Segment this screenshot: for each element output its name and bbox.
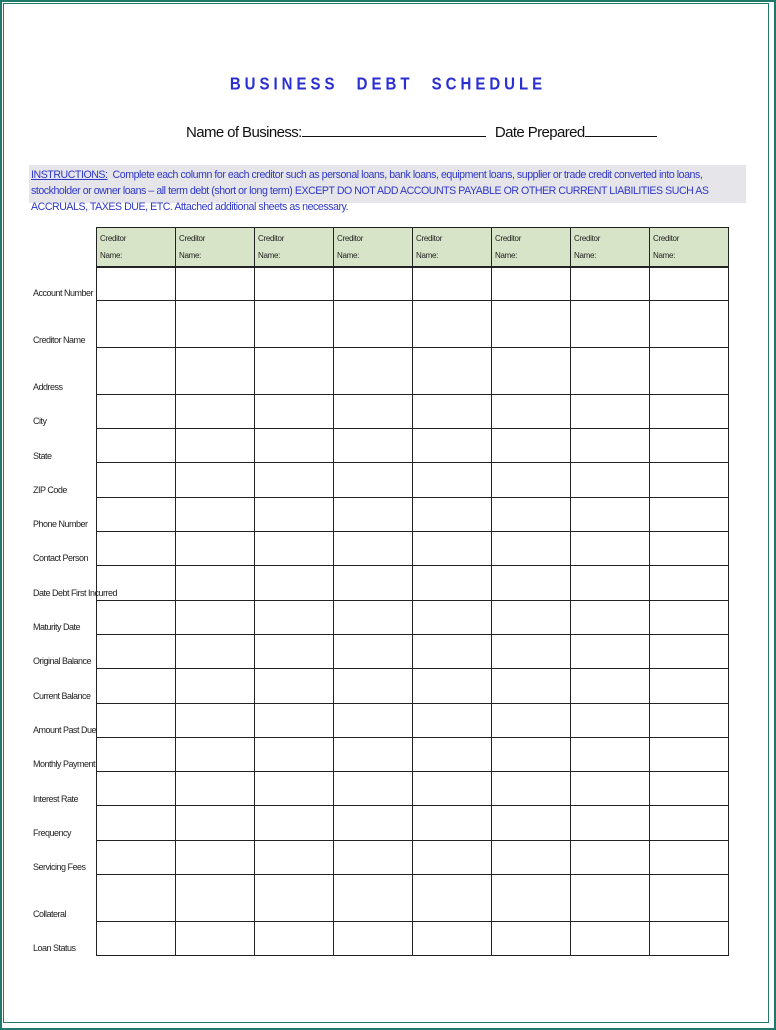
entry-cell[interactable] xyxy=(334,600,413,634)
entry-cell[interactable] xyxy=(255,600,334,634)
entry-cell[interactable] xyxy=(255,532,334,566)
table-row xyxy=(97,394,729,428)
entry-cell[interactable] xyxy=(334,875,413,922)
entry-cell[interactable] xyxy=(571,348,650,395)
entry-cell[interactable] xyxy=(571,875,650,922)
row-label: Interest Rate xyxy=(33,793,79,804)
creditor-name-label: Name: xyxy=(100,251,123,260)
creditor-name-label: Name: xyxy=(495,251,518,260)
table-row xyxy=(97,703,729,737)
table-row xyxy=(97,840,729,874)
table-row xyxy=(97,737,729,771)
creditor-header-label: Creditor xyxy=(258,234,285,243)
entry-cell[interactable] xyxy=(492,669,571,703)
debt-schedule-table xyxy=(96,227,729,956)
creditor-name-label: Name: xyxy=(653,251,676,260)
entry-cell[interactable] xyxy=(176,634,255,668)
entry-cell[interactable] xyxy=(492,429,571,463)
entry-cell[interactable] xyxy=(413,532,492,566)
entry-cell[interactable] xyxy=(571,921,650,955)
instructions-text: Complete each column for each creditor such as personal loans, bank loans, equipment loans, supplier or trade credit converted into loans, stockholder or owner loans – all term debt (short or long term) EXCEPT DO NOT ADD ACCOUNTS PAYABLE OR OTHER CURRENT LIABILITIES SUCH AS ACCRUALS, TAXES DUE, ETC. Attached additional sheets as necessary. xyxy=(31,169,709,213)
entry-cell[interactable] xyxy=(492,566,571,600)
entry-cell[interactable] xyxy=(413,301,492,348)
creditor-name-label: Name: xyxy=(179,251,202,260)
entry-cell[interactable] xyxy=(413,875,492,922)
row-label: Date Debt First Incurred xyxy=(33,587,118,598)
entry-cell[interactable] xyxy=(571,566,650,600)
entry-cell[interactable] xyxy=(571,634,650,668)
entry-cell[interactable] xyxy=(413,497,492,531)
entry-cell[interactable] xyxy=(176,348,255,395)
entry-cell[interactable] xyxy=(413,429,492,463)
creditor-column-header[interactable] xyxy=(571,228,650,267)
entry-cell[interactable] xyxy=(650,532,729,566)
entry-cell[interactable] xyxy=(176,669,255,703)
entry-cell[interactable] xyxy=(650,703,729,737)
table-row xyxy=(97,669,729,703)
entry-cell[interactable] xyxy=(413,703,492,737)
entry-cell[interactable] xyxy=(492,600,571,634)
entry-cell[interactable] xyxy=(176,566,255,600)
entry-cell[interactable] xyxy=(97,921,176,955)
entry-cell[interactable] xyxy=(413,566,492,600)
creditor-name-label: Name: xyxy=(574,251,597,260)
entry-cell[interactable] xyxy=(650,267,729,301)
entry-cell[interactable] xyxy=(255,840,334,874)
entry-cell[interactable] xyxy=(492,840,571,874)
entry-cell[interactable] xyxy=(97,634,176,668)
row-label: Contact Person xyxy=(33,553,89,564)
entry-cell[interactable] xyxy=(492,267,571,301)
entry-cell[interactable] xyxy=(255,875,334,922)
entry-cell[interactable] xyxy=(334,267,413,301)
entry-cell[interactable] xyxy=(97,301,176,348)
entry-cell[interactable] xyxy=(571,840,650,874)
entry-cell[interactable] xyxy=(650,806,729,840)
entry-cell[interactable] xyxy=(650,921,729,955)
entry-cell[interactable] xyxy=(413,394,492,428)
entry-cell[interactable] xyxy=(650,600,729,634)
entry-cell[interactable] xyxy=(97,600,176,634)
entry-cell[interactable] xyxy=(97,429,176,463)
entry-cell[interactable] xyxy=(650,634,729,668)
table-row xyxy=(97,806,729,840)
entry-cell[interactable] xyxy=(492,348,571,395)
entry-cell[interactable] xyxy=(413,348,492,395)
entry-cell[interactable] xyxy=(650,737,729,771)
entry-cell[interactable] xyxy=(97,737,176,771)
entry-cell[interactable] xyxy=(334,669,413,703)
creditor-header-label: Creditor xyxy=(574,234,601,243)
entry-cell[interactable] xyxy=(176,703,255,737)
entry-cell[interactable] xyxy=(413,600,492,634)
entry-cell[interactable] xyxy=(255,348,334,395)
entry-cell[interactable] xyxy=(255,497,334,531)
entry-cell[interactable] xyxy=(176,394,255,428)
entry-cell[interactable] xyxy=(334,840,413,874)
creditor-name-label: Name: xyxy=(416,251,439,260)
entry-cell[interactable] xyxy=(492,532,571,566)
entry-cell[interactable] xyxy=(571,463,650,497)
table-row xyxy=(97,532,729,566)
entry-cell[interactable] xyxy=(334,737,413,771)
entry-cell[interactable] xyxy=(97,772,176,806)
entry-cell[interactable] xyxy=(176,429,255,463)
entry-cell[interactable] xyxy=(334,394,413,428)
entry-cell[interactable] xyxy=(492,394,571,428)
creditor-column-header[interactable] xyxy=(650,228,729,267)
entry-cell[interactable] xyxy=(650,463,729,497)
entry-cell[interactable] xyxy=(97,532,176,566)
row-label: Amount Past Due xyxy=(33,724,97,735)
entry-cell[interactable] xyxy=(176,532,255,566)
row-label: Account Number xyxy=(33,288,94,299)
entry-cell[interactable] xyxy=(413,669,492,703)
entry-cell[interactable] xyxy=(492,703,571,737)
row-label: Loan Status xyxy=(33,943,76,954)
entry-cell[interactable] xyxy=(571,267,650,301)
entry-cell[interactable] xyxy=(492,463,571,497)
entry-cell[interactable] xyxy=(97,806,176,840)
entry-cell[interactable] xyxy=(650,566,729,600)
instructions-box xyxy=(29,165,746,213)
entry-cell[interactable] xyxy=(571,737,650,771)
entry-cell[interactable] xyxy=(650,394,729,428)
column-header-row xyxy=(97,228,729,267)
entry-cell[interactable] xyxy=(650,497,729,531)
creditor-header-label: Creditor xyxy=(653,234,680,243)
table-row xyxy=(97,429,729,463)
entry-cell[interactable] xyxy=(255,806,334,840)
row-label: Collateral xyxy=(33,908,67,919)
entry-cell[interactable] xyxy=(176,875,255,922)
table-row xyxy=(97,267,729,301)
entry-cell[interactable] xyxy=(413,267,492,301)
table-row xyxy=(97,301,729,348)
table-row xyxy=(97,497,729,531)
table-row xyxy=(97,566,729,600)
row-label: Monthly Payment xyxy=(33,759,96,770)
row-label: Address xyxy=(33,381,63,392)
entry-cell[interactable] xyxy=(492,921,571,955)
entry-cell[interactable] xyxy=(413,772,492,806)
entry-cell[interactable] xyxy=(176,806,255,840)
entry-cell[interactable] xyxy=(650,875,729,922)
entry-cell[interactable] xyxy=(334,806,413,840)
entry-cell[interactable] xyxy=(255,634,334,668)
entry-cell[interactable] xyxy=(97,394,176,428)
creditor-column-header[interactable] xyxy=(176,228,255,267)
entry-cell[interactable] xyxy=(413,806,492,840)
table-row xyxy=(97,600,729,634)
row-label: Servicing Fees xyxy=(33,862,86,873)
entry-cell[interactable] xyxy=(255,463,334,497)
creditor-header-label: Creditor xyxy=(495,234,522,243)
entry-cell[interactable] xyxy=(650,840,729,874)
entry-cell[interactable] xyxy=(650,348,729,395)
entry-cell[interactable] xyxy=(492,301,571,348)
date-prepared-label: Date Prepared xyxy=(494,124,585,141)
table-row xyxy=(97,348,729,395)
entry-cell[interactable] xyxy=(334,301,413,348)
row-label: ZIP Code xyxy=(33,484,67,495)
entry-cell[interactable] xyxy=(97,497,176,531)
entry-cell[interactable] xyxy=(413,921,492,955)
entry-cell[interactable] xyxy=(571,703,650,737)
entry-cell[interactable] xyxy=(492,875,571,922)
entry-cell[interactable] xyxy=(97,875,176,922)
entry-cell[interactable] xyxy=(97,348,176,395)
business-name-label: Name of Business: xyxy=(186,124,302,141)
row-label: State xyxy=(33,450,52,461)
row-label: Original Balance xyxy=(33,656,92,667)
entry-cell[interactable] xyxy=(255,566,334,600)
entry-cell[interactable] xyxy=(176,600,255,634)
entry-cell[interactable] xyxy=(571,600,650,634)
entry-cell[interactable] xyxy=(97,267,176,301)
entry-cell[interactable] xyxy=(176,921,255,955)
entry-cell[interactable] xyxy=(255,267,334,301)
entry-cell[interactable] xyxy=(255,772,334,806)
entry-cell[interactable] xyxy=(571,532,650,566)
table-body xyxy=(97,267,729,956)
entry-cell[interactable] xyxy=(492,806,571,840)
creditor-column-header[interactable] xyxy=(492,228,571,267)
entry-cell[interactable] xyxy=(492,634,571,668)
creditor-column-header[interactable] xyxy=(334,228,413,267)
creditor-column-header[interactable] xyxy=(97,228,176,267)
row-label: Current Balance xyxy=(33,690,91,701)
row-label: Creditor Name xyxy=(33,335,86,346)
entry-cell[interactable] xyxy=(255,394,334,428)
creditor-name-label: Name: xyxy=(337,251,360,260)
entry-cell[interactable] xyxy=(571,394,650,428)
entry-cell[interactable] xyxy=(255,429,334,463)
business-name-field[interactable] xyxy=(302,122,486,137)
creditor-column-header[interactable] xyxy=(255,228,334,267)
entry-cell[interactable] xyxy=(650,429,729,463)
entry-cell[interactable] xyxy=(413,463,492,497)
entry-cell[interactable] xyxy=(176,301,255,348)
entry-cell[interactable] xyxy=(255,669,334,703)
entry-cell[interactable] xyxy=(492,737,571,771)
entry-cell[interactable] xyxy=(176,840,255,874)
date-prepared-field[interactable] xyxy=(585,122,657,137)
entry-cell[interactable] xyxy=(97,840,176,874)
entry-cell[interactable] xyxy=(413,737,492,771)
entry-cell[interactable] xyxy=(413,840,492,874)
table-row xyxy=(97,772,729,806)
entry-cell[interactable] xyxy=(571,497,650,531)
entry-cell[interactable] xyxy=(334,429,413,463)
table-row xyxy=(97,875,729,922)
entry-cell[interactable] xyxy=(97,463,176,497)
creditor-header-label: Creditor xyxy=(100,234,127,243)
entry-cell[interactable] xyxy=(255,703,334,737)
entry-cell[interactable] xyxy=(176,772,255,806)
entry-cell[interactable] xyxy=(255,737,334,771)
entry-cell[interactable] xyxy=(334,634,413,668)
entry-cell[interactable] xyxy=(334,348,413,395)
entry-cell[interactable] xyxy=(176,267,255,301)
entry-cell[interactable] xyxy=(97,669,176,703)
entry-cell[interactable] xyxy=(571,806,650,840)
header-fields xyxy=(186,122,657,141)
creditor-name-label: Name: xyxy=(258,251,281,260)
entry-cell[interactable] xyxy=(334,703,413,737)
entry-cell[interactable] xyxy=(571,669,650,703)
entry-cell[interactable] xyxy=(176,497,255,531)
entry-cell[interactable] xyxy=(413,634,492,668)
entry-cell[interactable] xyxy=(334,463,413,497)
instructions-lead: INSTRUCTIONS: xyxy=(31,169,108,181)
entry-cell[interactable] xyxy=(571,772,650,806)
entry-cell[interactable] xyxy=(650,772,729,806)
table-row xyxy=(97,921,729,955)
entry-cell[interactable] xyxy=(492,772,571,806)
entry-cell[interactable] xyxy=(334,532,413,566)
row-label: Maturity Date xyxy=(33,622,81,632)
entry-cell[interactable] xyxy=(334,921,413,955)
entry-cell[interactable] xyxy=(492,497,571,531)
entry-cell[interactable] xyxy=(650,669,729,703)
entry-cell[interactable] xyxy=(334,497,413,531)
creditor-header-label: Creditor xyxy=(337,234,364,243)
table-row xyxy=(97,463,729,497)
entry-cell[interactable] xyxy=(571,301,650,348)
row-label: Phone Number xyxy=(33,519,88,530)
creditor-column-header[interactable] xyxy=(413,228,492,267)
document-title: BUSINESS DEBT SCHEDULE xyxy=(229,74,547,95)
entry-cell[interactable] xyxy=(255,301,334,348)
entry-cell[interactable] xyxy=(334,566,413,600)
entry-cell[interactable] xyxy=(571,429,650,463)
entry-cell[interactable] xyxy=(176,737,255,771)
row-label: Frequency xyxy=(33,827,72,838)
entry-cell[interactable] xyxy=(334,772,413,806)
creditor-header-label: Creditor xyxy=(416,234,443,243)
entry-cell[interactable] xyxy=(650,301,729,348)
creditor-header-label: Creditor xyxy=(179,234,206,243)
entry-cell[interactable] xyxy=(255,921,334,955)
entry-cell[interactable] xyxy=(97,703,176,737)
table-row xyxy=(97,634,729,668)
row-label: City xyxy=(33,416,47,427)
entry-cell[interactable] xyxy=(176,463,255,497)
